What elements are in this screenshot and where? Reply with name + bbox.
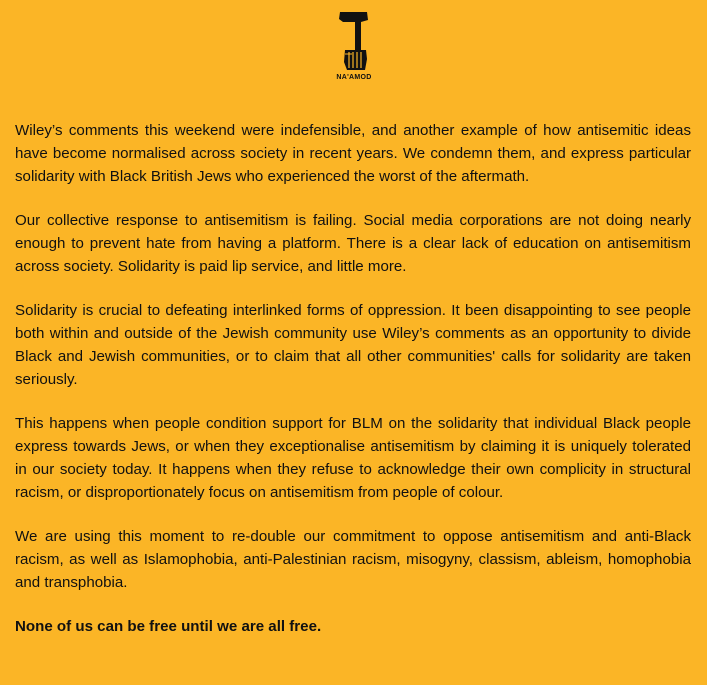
statement-body bbox=[15, 119, 691, 638]
paragraph-3: Solidarity is crucial to defeating interlinked forms of oppression. It been disappointing to see people both within and outside of the Jewish community use Wiley’s comments as an opportunity to divide Black and Jewish communities, or to claim that all other communities' calls for solidarity are taken seriously. bbox=[15, 302, 691, 388]
closing-statement: None of us can be free until we are all free. bbox=[15, 618, 322, 635]
naamod-logo bbox=[330, 10, 378, 90]
paragraph-1: Wiley’s comments this weekend were indefensible, and another example of how antisemitic ideas have become normalised across society in recent years. We condemn them, and express particular solidarity with Black British Jews who experienced the worst of the aftermath. bbox=[15, 122, 691, 185]
logo-wordmark: NA'AMOD bbox=[336, 74, 372, 81]
paragraph-2: Our collective response to antisemitism is failing. Social media corporations are not doing nearly enough to prevent hate from having a platform. There is a clear lack of education on antisemitism across society. Solidarity is paid lip service, and little more. bbox=[15, 212, 691, 275]
fist-letter-logo-icon bbox=[337, 10, 371, 72]
paragraph-4: This happens when people condition support for BLM on the solidarity that individual Black people express towards Jews, or when they exceptionalise antisemitism by claiming it is uniquely tolerated in our society today. It happens when they refuse to acknowledge their own complicity in structural racism, or disproportionately focus on antisemitism from people of colour. bbox=[15, 415, 691, 501]
paragraph-5: We are using this moment to re-double our commitment to oppose antisemitism and anti-Black racism, as well as Islamophobia, anti-Palestinian racism, misogyny, classism, ableism, homophobia and transphobia. bbox=[15, 528, 691, 591]
